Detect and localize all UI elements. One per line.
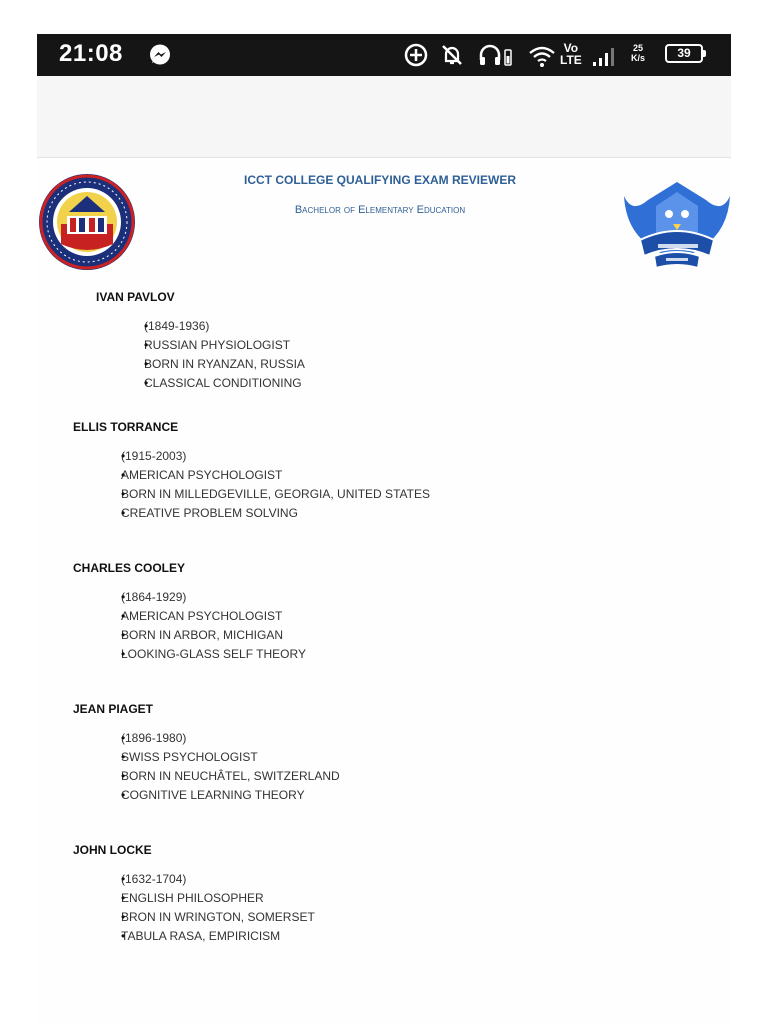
fact-item <box>95 447 430 466</box>
fact-text: LOOKING-GLASS SELF THEORY <box>121 647 306 661</box>
wifi-icon <box>527 43 557 69</box>
fact-item <box>95 908 315 927</box>
network-speed <box>631 43 645 63</box>
fact-text: CREATIVE PROBLEM SOLVING <box>121 506 298 520</box>
fact-item <box>95 645 306 664</box>
fact-list <box>95 588 306 664</box>
document-subtitle: Bachelor of Elementary Education <box>294 204 466 216</box>
volte-indicator <box>560 42 582 66</box>
educators-society-logo <box>618 170 736 284</box>
person-name: IVAN PAVLOV <box>96 290 175 304</box>
person-name: JOHN LOCKE <box>73 843 152 857</box>
fact-item <box>95 607 306 626</box>
fact-text: (1896-1980) <box>121 731 187 745</box>
document-title: ICCT COLLEGE QUALIFYING EXAM REVIEWER <box>243 173 516 187</box>
person-name: ELLIS TORRANCE <box>73 420 179 434</box>
fact-text: AMERICAN PSYCHOLOGIST <box>121 468 283 482</box>
status-bar <box>37 34 731 76</box>
messenger-icon <box>148 43 172 67</box>
person-section-piaget <box>73 700 340 805</box>
fact-item <box>95 626 306 645</box>
fact-item <box>95 870 315 889</box>
lte-label: LTE <box>560 53 582 67</box>
person-section-cooley <box>73 559 306 664</box>
battery-icon: 39 <box>665 44 703 63</box>
fact-text: BORN IN MILLEDGEVILLE, GEORGIA, UNITED STATES <box>121 487 430 501</box>
fact-text: (1632-1704) <box>121 872 187 886</box>
fact-list <box>95 870 315 946</box>
fact-text: BORN IN ARBOR, MICHIGAN <box>121 628 284 642</box>
status-time: 21:08 <box>59 40 123 67</box>
fact-item <box>95 485 430 504</box>
signal-icon <box>591 46 615 68</box>
fact-text: CLASSICAL CONDITIONING <box>144 376 302 390</box>
fact-text: COGNITIVE LEARNING THEORY <box>121 788 305 802</box>
headset-battery-icon <box>504 48 512 66</box>
fact-text: AMERICAN PSYCHOLOGIST <box>121 609 283 623</box>
headphones-icon <box>477 42 503 68</box>
fact-text: BRON IN WRINGTON, SOMERSET <box>121 910 315 924</box>
fact-item <box>95 588 306 607</box>
fact-text: TABULA RASA, EMPIRICISM <box>121 929 281 943</box>
icct-seal-logo <box>36 172 138 272</box>
fact-text: ENGLISH PHILOSOPHER <box>121 891 264 905</box>
fact-item <box>118 336 305 355</box>
fact-text: SWISS PSYCHOLOGIST <box>121 750 258 764</box>
volte-label: Vo <box>563 41 579 55</box>
fact-list <box>95 447 430 523</box>
fact-text: RUSSIAN PHYSIOLOGIST <box>144 338 291 352</box>
fact-item <box>95 729 340 748</box>
person-section-pavlov <box>96 288 305 393</box>
speed-unit: K/s <box>631 53 646 63</box>
fact-list <box>118 317 305 393</box>
fact-text: (1915-2003) <box>121 449 187 463</box>
fact-text: (1849-1936) <box>144 319 210 333</box>
fact-item <box>95 466 430 485</box>
fact-item <box>95 927 315 946</box>
fact-item <box>95 504 430 523</box>
viewer-top-bar <box>37 76 731 158</box>
speed-value: 25 <box>633 43 644 53</box>
fact-item <box>95 767 340 786</box>
add-circle-icon <box>403 42 429 68</box>
person-name: CHARLES COOLEY <box>73 561 186 575</box>
fact-item <box>118 355 305 374</box>
person-section-torrance <box>73 418 430 523</box>
fact-item <box>118 317 305 336</box>
fact-item <box>95 889 315 908</box>
fact-text: BORN IN RYANZAN, RUSSIA <box>144 357 305 371</box>
person-name: JEAN PIAGET <box>73 702 154 716</box>
bell-off-icon <box>439 42 465 68</box>
fact-item <box>118 374 305 393</box>
fact-item <box>95 748 340 767</box>
fact-list <box>95 729 340 805</box>
person-section-locke <box>73 841 315 946</box>
fact-text: (1864-1929) <box>121 590 187 604</box>
fact-text: BORN IN NEUCHÂTEL, SWITZERLAND <box>121 769 340 783</box>
fact-item <box>95 786 340 805</box>
